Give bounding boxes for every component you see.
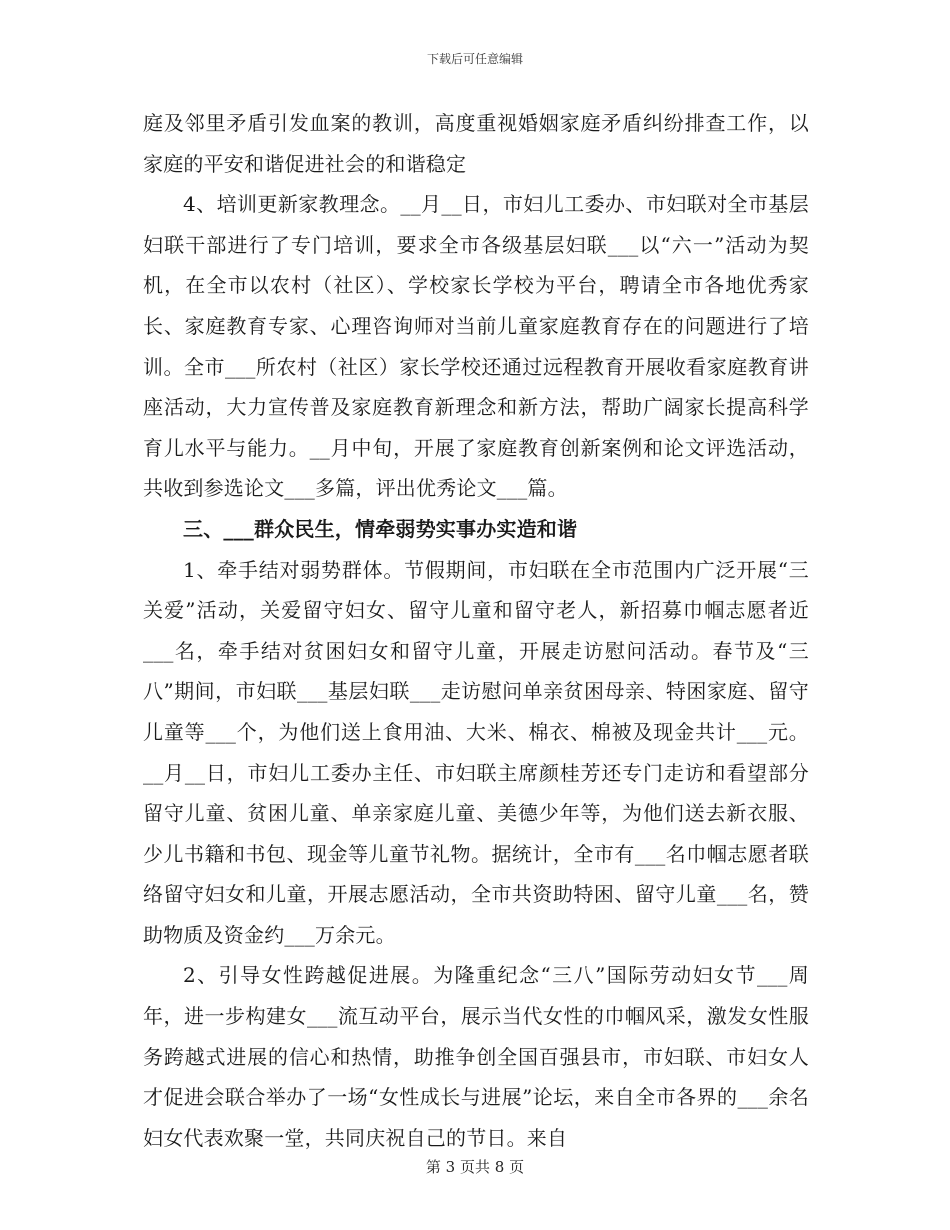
- page-footer-number: 第 3 页共 8 页: [425, 1158, 525, 1176]
- paragraph-item-2: 2、引导女性跨越促进展。为隆重纪念“三八”国际劳动妇女节___周年，进一步构建女___流互动平台，展示当代女性的巾帼风采，激发女性服务跨越式进展的信心和热情，助推争创全国百强县市，市妇联、市妇女人才促进会联合举办了一场“女性成长与进展”论坛，来自全市各界的___余名妇女代表欢聚一堂，共同庆祝自己的节日。来自: [143, 963, 809, 1150]
- paragraph-continuation: 庭及邻里矛盾引发血案的教训，高度重视婚姻家庭矛盾纠纷排查工作，以家庭的平安和谐促进社会的和谐稳定: [143, 111, 809, 176]
- paragraph-item-1: 1、牵手结对弱势群体。节假期间，市妇联在全市范围内广泛开展“三关爱”活动，关爱留守妇女、留守儿童和留守老人，新招募巾帼志愿者近___名，牵手结对贫困妇女和留守儿童，开展走访慰问活动。春节及“三八”期间，市妇联___基层妇联___走访慰问单亲贫困母亲、特困家庭、留守儿童等___个，为他们送上食用油、大米、棉衣、棉被及现金共计___元。__月__日，市妇儿工委办主任、市妇联主席颜桂芳还专门走访和看望部分留守儿童、贫困儿童、单亲家庭儿童、美德少年等，为他们送去新衣服、少儿书籍和书包、现金等儿童节礼物。据统计，全市有___名巾帼志愿者联络留守妇女和儿童，开展志愿活动，全市共资助特困、留守儿童___名，赞助物质及资金约___万余元。: [143, 557, 809, 947]
- paragraph-item-4: 4、培训更新家教理念。__月__日，市妇儿工委办、市妇联对全市基层妇联干部进行了专门培训，要求全市各级基层妇联___以“六一”活动为契机，在全市以农村（社区）、学校家长学校为平台，聘请全市各地优秀家长、家庭教育专家、心理咨询师对当前儿童家庭教育存在的问题进行了培训。全市___所农村（社区）家长学校还通过远程教育开展收看家庭教育讲座活动，大力宣传普及家庭教育新理念和新方法，帮助广阔家长提高科学育儿水平与能力。__月中旬，开展了家庭教育创新案例和论文评选活动，共收到参选论文___多篇，评出优秀论文___篇。: [143, 192, 809, 501]
- page-header-note: 下载后可任意编辑: [426, 52, 523, 66]
- section-heading-3: 三、___群众民生，情牵弱势实事办实造和谐: [183, 516, 578, 541]
- document-body: [143, 103, 809, 1158]
